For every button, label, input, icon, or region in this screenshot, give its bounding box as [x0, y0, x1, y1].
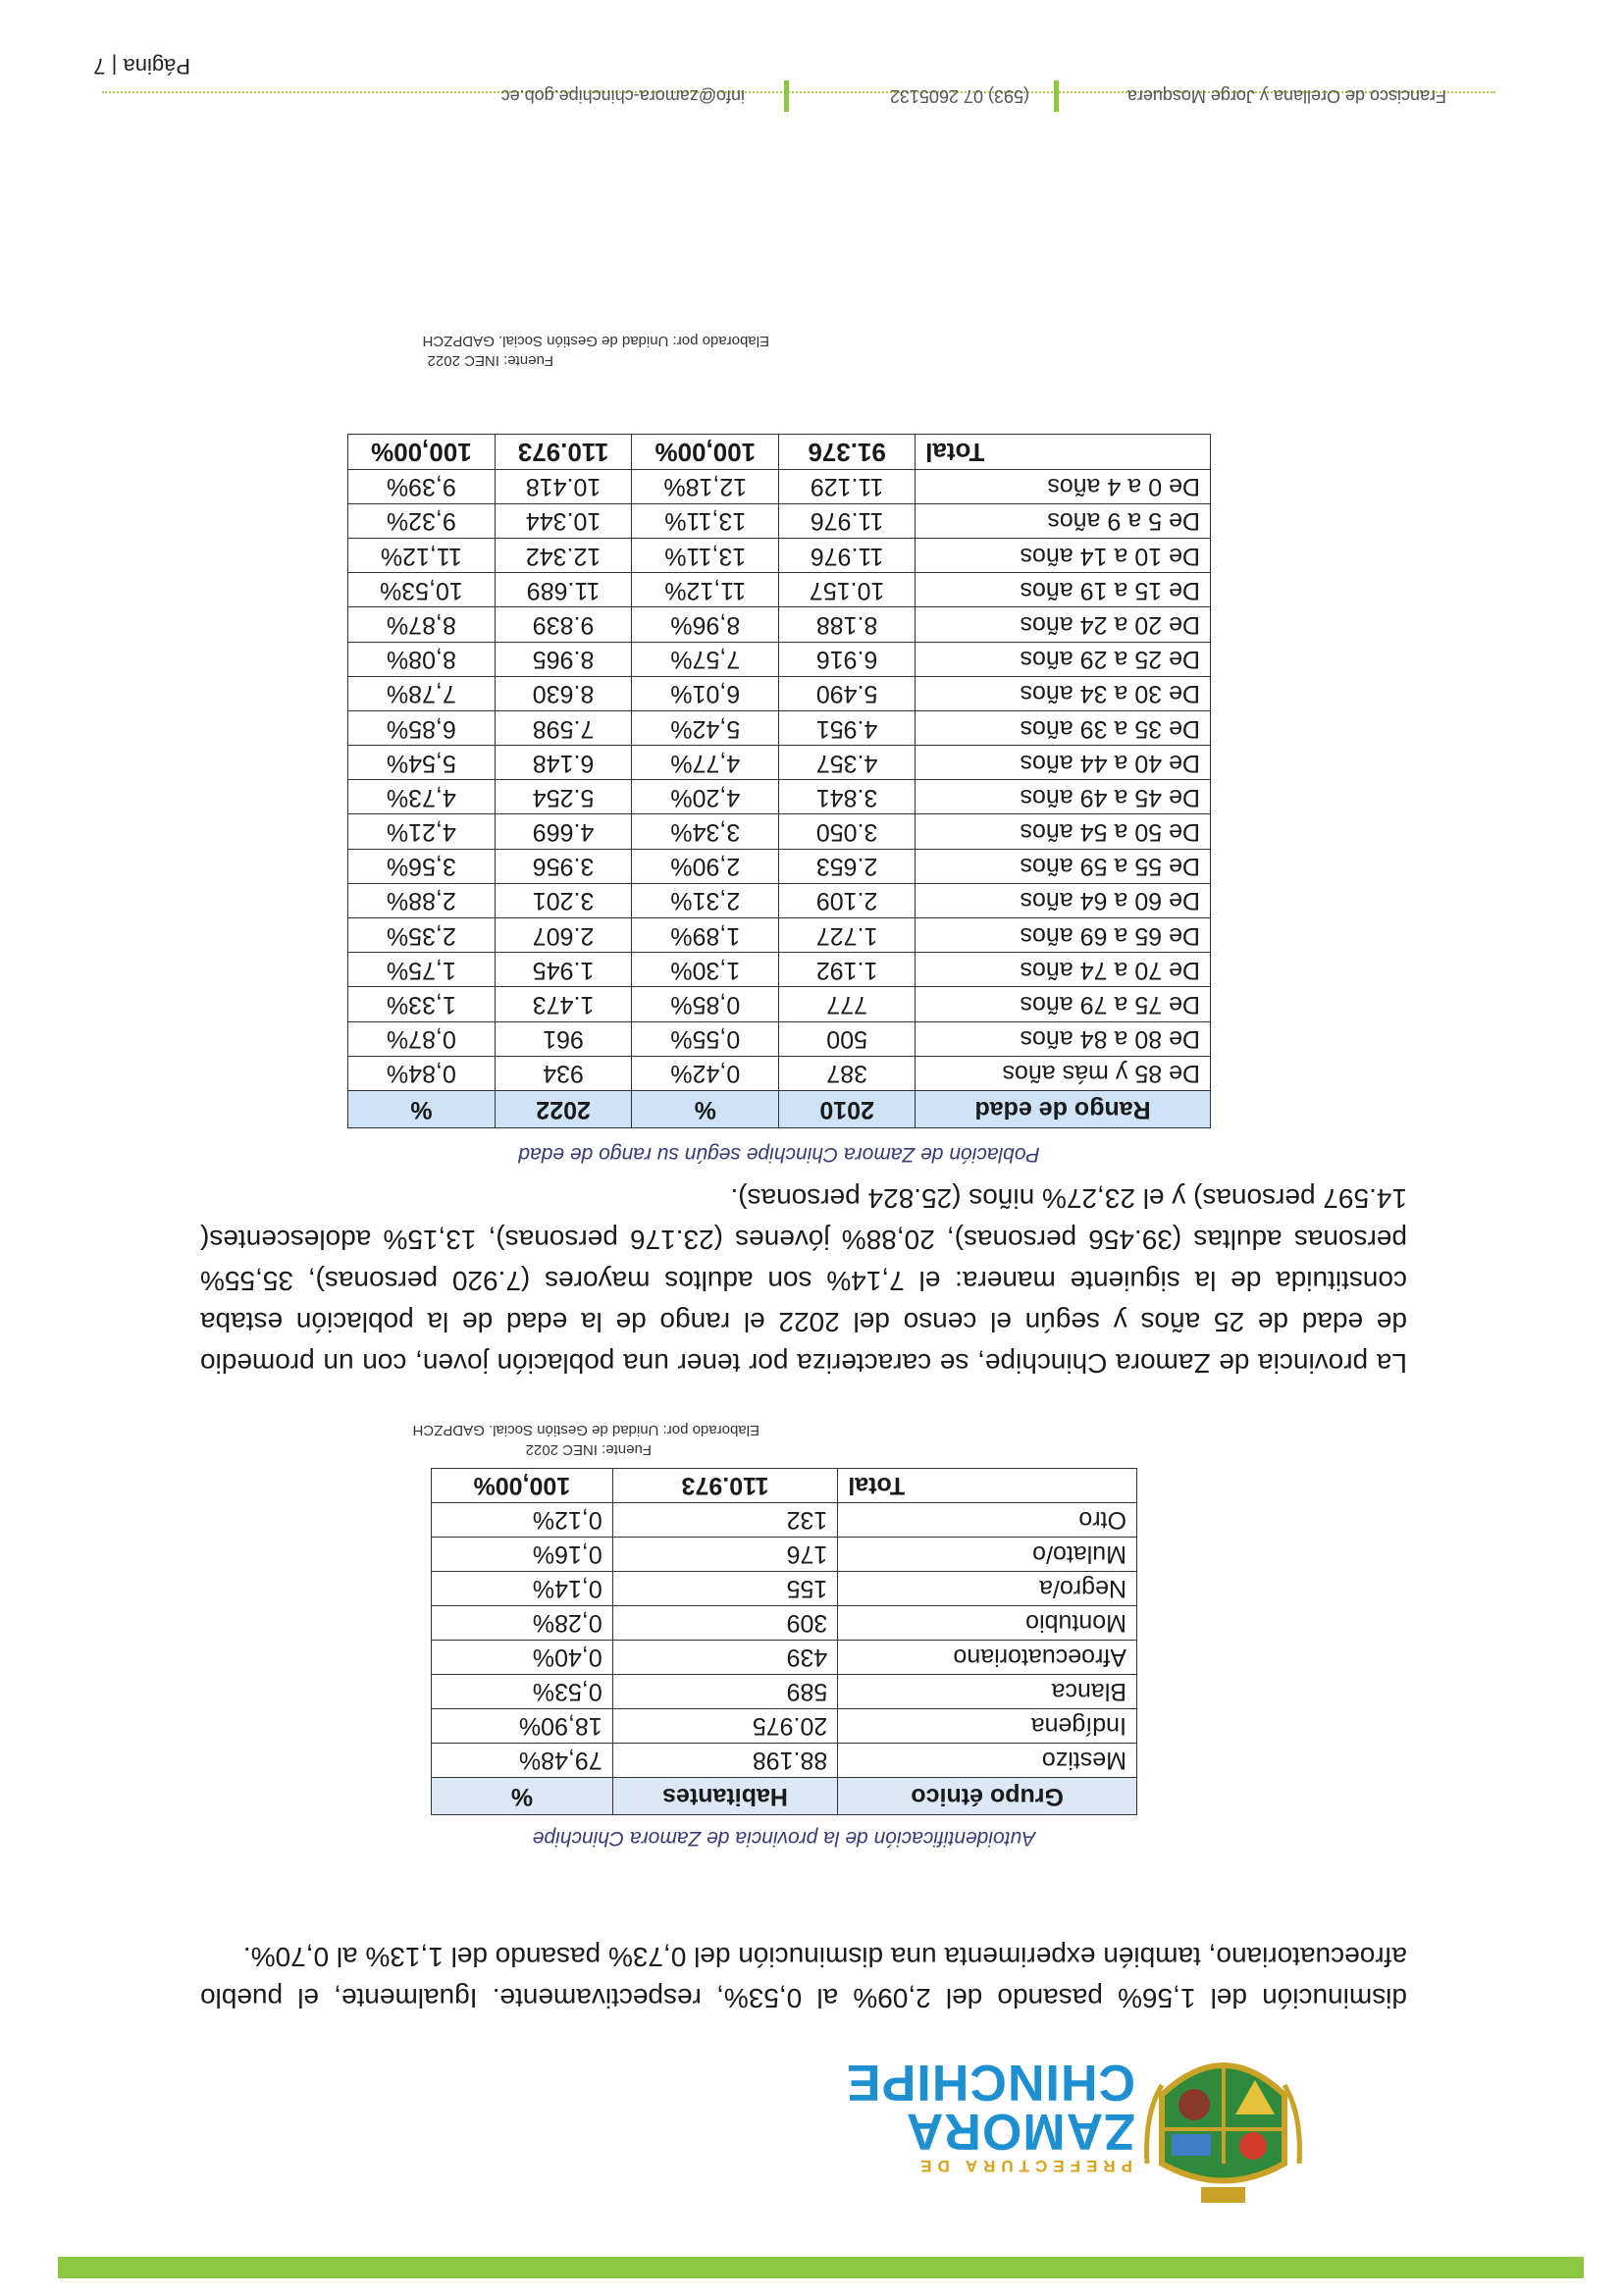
cell: 110.973 — [612, 1469, 838, 1503]
cell: 5.490 — [779, 676, 916, 710]
table-row — [348, 539, 1211, 573]
cell: Total — [838, 1469, 1137, 1503]
table-row — [348, 607, 1211, 642]
cell: 6,01% — [632, 676, 779, 710]
table-row — [348, 1021, 1211, 1056]
cell: Total — [916, 435, 1211, 469]
table-row — [432, 1675, 1137, 1709]
cell: De 60 a 64 años — [916, 883, 1211, 917]
table-row — [348, 849, 1211, 883]
cell: De 5 a 9 años — [916, 503, 1211, 538]
cell: 13,11% — [632, 503, 779, 538]
cell: 6.148 — [495, 746, 632, 780]
cell: 18,90% — [432, 1709, 613, 1744]
table-row — [432, 1709, 1137, 1744]
cell: 3,34% — [632, 814, 779, 849]
age-range-table — [347, 434, 1211, 1128]
table-row — [348, 883, 1211, 917]
table-row — [348, 953, 1211, 987]
cell: 100,00% — [348, 435, 496, 469]
cell: 4,77% — [632, 746, 779, 780]
prefecture-logo — [813, 2036, 1304, 2203]
cell: 11,12% — [632, 573, 779, 607]
footer-email[interactable]: info@zamora-chinchipe.gob.ec — [500, 86, 745, 106]
top-accent-bar — [58, 2257, 1584, 2278]
cell: 7.598 — [495, 710, 632, 745]
table2-source — [357, 331, 769, 370]
cell: De 75 a 79 años — [916, 987, 1211, 1021]
cell: Mulato/o — [838, 1538, 1137, 1572]
brand-line-1: ZAMORA — [905, 2103, 1135, 2160]
cell: De 40 a 44 años — [916, 746, 1211, 780]
table-row — [432, 1606, 1137, 1641]
cell: 3.841 — [779, 780, 916, 814]
col-header: % — [348, 1091, 496, 1128]
made-by-line: Elaborado por: Unidad de Gestión Social. GADPZCH — [412, 1422, 759, 1438]
cell: De 10 a 14 años — [916, 539, 1211, 573]
cell: 4.951 — [779, 710, 916, 745]
cell: Negro/a — [838, 1572, 1137, 1606]
cell: 2,35% — [348, 918, 496, 953]
cell: 934 — [495, 1056, 632, 1090]
cell: 9.839 — [495, 607, 632, 642]
cell: 9,32% — [348, 503, 496, 538]
cell: 8,96% — [632, 607, 779, 642]
table-row — [348, 710, 1211, 745]
cell: 110.973 — [495, 435, 632, 469]
cell: 4,73% — [348, 780, 496, 814]
cell: De 35 a 39 años — [916, 710, 1211, 745]
cell: 9,39% — [348, 469, 496, 503]
footer-separator — [784, 80, 789, 112]
brand-name — [845, 2054, 1135, 2160]
table-row — [348, 918, 1211, 953]
table-total-row — [432, 1469, 1137, 1503]
table-row — [432, 1641, 1137, 1675]
table2-caption: Población de Zamora Chinchipe según su rango de edad — [518, 1143, 1040, 1166]
cell: 0,40% — [432, 1641, 613, 1675]
cell: 10.344 — [495, 503, 632, 538]
cell: 20.975 — [612, 1709, 838, 1744]
cell: 8.965 — [495, 642, 632, 676]
col-header: Grupo étnico — [838, 1778, 1137, 1815]
cell: 3.201 — [495, 883, 632, 917]
table-row — [348, 573, 1211, 607]
footer-phone: (593) 07 2605132 — [889, 86, 1029, 106]
cell: Afroecuatoriano — [838, 1641, 1137, 1675]
table-header-row — [432, 1778, 1137, 1815]
cell: 91.376 — [779, 435, 916, 469]
cell: 0,16% — [432, 1538, 613, 1572]
cell: De 70 a 74 años — [916, 953, 1211, 987]
cell: 2,90% — [632, 849, 779, 883]
cell: 0,14% — [432, 1572, 613, 1606]
cell: 0,12% — [432, 1503, 613, 1538]
cell: 4,21% — [348, 814, 496, 849]
cell: 1,30% — [632, 953, 779, 987]
cell: 439 — [612, 1641, 838, 1675]
cell: 10,53% — [348, 573, 496, 607]
cell: De 20 a 24 años — [916, 607, 1211, 642]
table1-caption: Autoidentificación de la provincia de Zamora Chinchipe — [532, 1827, 1036, 1850]
cell: 1,75% — [348, 953, 496, 987]
cell: 3.956 — [495, 849, 632, 883]
cell: De 55 a 59 años — [916, 849, 1211, 883]
brand-prefix: PREFECTURA DE — [915, 2157, 1132, 2175]
cell: 1,89% — [632, 918, 779, 953]
table-row — [348, 987, 1211, 1021]
col-header: 2010 — [779, 1091, 916, 1128]
ethnic-group-table — [431, 1468, 1137, 1815]
table1-source — [347, 1420, 759, 1459]
cell: 13,11% — [632, 539, 779, 573]
table-row — [432, 1572, 1137, 1606]
cell: 777 — [779, 987, 916, 1021]
cell: 5.254 — [495, 780, 632, 814]
table-row — [348, 814, 1211, 849]
table-total-row — [348, 435, 1211, 469]
cell: Indígena — [838, 1709, 1137, 1744]
table-row — [432, 1503, 1137, 1538]
footer-separator — [1054, 80, 1059, 112]
table-row — [348, 676, 1211, 710]
cell: 0,84% — [348, 1056, 496, 1090]
cell: 5,42% — [632, 710, 779, 745]
cell: 1.945 — [495, 953, 632, 987]
cell: De 65 a 69 años — [916, 918, 1211, 953]
cell: 1.727 — [779, 918, 916, 953]
cell: 500 — [779, 1021, 916, 1056]
cell: 8,08% — [348, 642, 496, 676]
cell: 8,87% — [348, 607, 496, 642]
cell: 2.109 — [779, 883, 916, 917]
made-by-line: Elaborado por: Unidad de Gestión Social. GADPZCH — [422, 333, 769, 349]
cell: 11.976 — [779, 503, 916, 538]
cell: 4.357 — [779, 746, 916, 780]
col-header: 2022 — [495, 1091, 632, 1128]
cell: 12,18% — [632, 469, 779, 503]
cell: 155 — [612, 1572, 838, 1606]
cell: Otro — [838, 1503, 1137, 1538]
cell: 100,00% — [432, 1469, 613, 1503]
cell: 6,85% — [348, 710, 496, 745]
cell: 3.050 — [779, 814, 916, 849]
cell: 589 — [612, 1675, 838, 1709]
cell: 2,88% — [348, 883, 496, 917]
footer-address: Francisco de Orellana y Jorge Mosquera — [1126, 86, 1446, 106]
cell: 8.188 — [779, 607, 916, 642]
col-header: Habitantes — [612, 1778, 838, 1815]
cell: 5,54% — [348, 746, 496, 780]
cell: 309 — [612, 1606, 838, 1641]
table-row — [348, 469, 1211, 503]
coat-of-arms-icon — [1142, 2036, 1304, 2203]
cell: 2.607 — [495, 918, 632, 953]
cell: 961 — [495, 1021, 632, 1056]
cell: De 50 a 54 años — [916, 814, 1211, 849]
cell: 1.192 — [779, 953, 916, 987]
cell: 11.976 — [779, 539, 916, 573]
source-line: Fuente: INEC 2022 — [525, 1441, 652, 1458]
cell: De 30 a 34 años — [916, 676, 1211, 710]
table-header-row — [348, 1091, 1211, 1128]
cell: 100,00% — [632, 435, 779, 469]
cell: 0,28% — [432, 1606, 613, 1641]
cell: 132 — [612, 1503, 838, 1538]
cell: 7,78% — [348, 676, 496, 710]
cell: 0,53% — [432, 1675, 613, 1709]
cell: 387 — [779, 1056, 916, 1090]
cell: 0,85% — [632, 987, 779, 1021]
cell: De 25 a 29 años — [916, 642, 1211, 676]
cell: De 15 a 19 años — [916, 573, 1211, 607]
table-row — [348, 642, 1211, 676]
table-row — [348, 746, 1211, 780]
cell: De 0 a 4 años — [916, 469, 1211, 503]
body-paragraph: La provincia de Zamora Chinchipe, se caracteriza por tener una población joven, con un promedio de edad de 25 años y según el censo del 2022 el rango de la edad de la población estaba constituida de la siguiente manera: el 7,14% son adultos mayores (7.920 personas), 35,55% personas adultas (39.456 personas), 20,88% jóvenes (23.176 personas), 13,15% adolescentes( 14.597 personas) y el 23,27% niños (25.824 personas). — [200, 1183, 1407, 1379]
cell: Montubio — [838, 1606, 1137, 1641]
cell: 8.630 — [495, 676, 632, 710]
cell: 4.669 — [495, 814, 632, 849]
page-number: Página | 7 — [93, 54, 190, 78]
cell: 79,48% — [432, 1744, 613, 1778]
brand-line-2: CHINCHIPE — [845, 2054, 1135, 2111]
cell: 4,20% — [632, 780, 779, 814]
cell: 176 — [612, 1538, 838, 1572]
cell: 11.689 — [495, 573, 632, 607]
cell: 2,31% — [632, 883, 779, 917]
cell: Blanca — [838, 1675, 1137, 1709]
cell: De 85 y más años — [916, 1056, 1211, 1090]
cell: 10.157 — [779, 573, 916, 607]
cell: 1.473 — [495, 987, 632, 1021]
cell: De 80 a 84 años — [916, 1021, 1211, 1056]
col-header: % — [432, 1778, 613, 1815]
cell: 2.653 — [779, 849, 916, 883]
cell: 6.916 — [779, 642, 916, 676]
source-line: Fuente: INEC 2022 — [427, 352, 553, 369]
cell: Mestizo — [838, 1744, 1137, 1778]
table-row — [348, 780, 1211, 814]
cell: 10.418 — [495, 469, 632, 503]
cell: 12.342 — [495, 539, 632, 573]
cell: 7,57% — [632, 642, 779, 676]
cell: 1,33% — [348, 987, 496, 1021]
cell: 88.198 — [612, 1744, 838, 1778]
cell: 0,55% — [632, 1021, 779, 1056]
cell: 11.129 — [779, 469, 916, 503]
cell: 0,87% — [348, 1021, 496, 1056]
table-row — [432, 1538, 1137, 1572]
table-row — [432, 1744, 1137, 1778]
col-header: % — [632, 1091, 779, 1128]
cell: 0,42% — [632, 1056, 779, 1090]
cell: De 45 a 49 años — [916, 780, 1211, 814]
table-row — [348, 1056, 1211, 1090]
table-row — [348, 503, 1211, 538]
col-header: Rango de edad — [916, 1091, 1211, 1128]
intro-paragraph: disminución del 1,56% pasando del 2,09% al 0,53%, respectivamente. Igualmente, el pueblo afroecuatoriano, también experimenta una disminución del 0,73% pasando del 1,13% al 0,70%. — [200, 1942, 1407, 2013]
cell: 11,12% — [348, 539, 496, 573]
cell: 3,56% — [348, 849, 496, 883]
